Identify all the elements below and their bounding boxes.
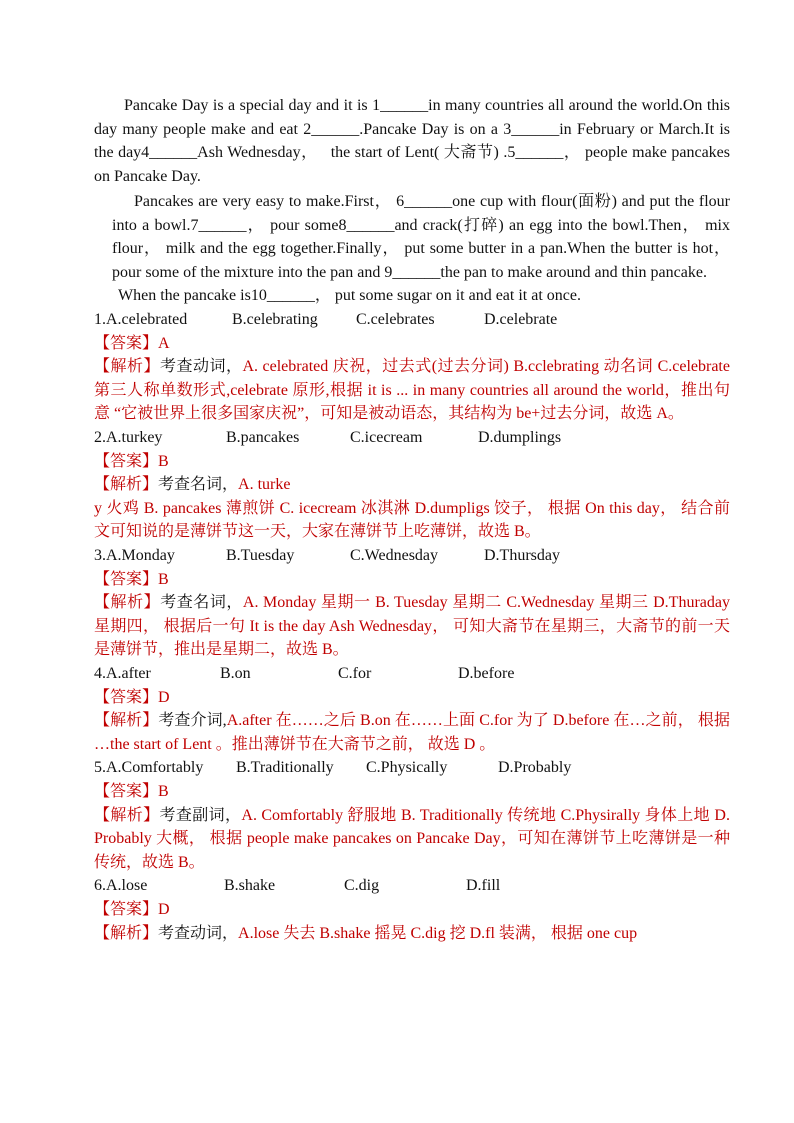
- option-d: D.dumplings: [478, 428, 562, 446]
- answer-label: 【答案】: [94, 570, 159, 588]
- analysis-4: [94, 709, 730, 756]
- question-2-options: [94, 426, 730, 450]
- option-b: B.on: [220, 664, 251, 682]
- option-b: B.shake: [224, 877, 276, 894]
- answer-label: 【答案】: [94, 688, 159, 706]
- option-c: C.icecream: [350, 428, 423, 446]
- analysis-3: [94, 591, 730, 662]
- option-d: D.Probably: [498, 759, 572, 776]
- analysis-text-start: A. turke: [238, 476, 291, 493]
- answer-label: 【答案】: [94, 452, 159, 470]
- answer-line-3: [94, 568, 730, 592]
- question-6-options: [94, 874, 730, 898]
- answer-line-5: [94, 780, 730, 804]
- option-c: C.Physically: [366, 759, 448, 776]
- option-c: C.celebrates: [356, 310, 435, 328]
- answer-line-4: [94, 686, 730, 710]
- document-page: [94, 94, 730, 945]
- analysis-text: A. celebrated 庆祝，过去式(过去分词) B.cclebrating 动名词 C.celebrate 第三人称单数形式,celebrate 原形,根据 it is ... in many countries all around the world，推出句意 “它被世界上很多国家庆祝”，可知是被动语态，其结构为 be+过去分词，故选 A。: [94, 358, 730, 422]
- passage-paragraph-2: Pancakes are very easy to make.First， 6______one cup with flour(面粉) and put the flour into a bowl.7______， pour some8______and crack(打碎) an egg into the bowl.Then， mix flour， milk and the egg together.Finally， put some butter in a pan.When the butter is hot， pour some of the mixture into the pan and 9______the pan to make around and thin pancake.: [112, 193, 730, 281]
- analysis-6: [94, 922, 730, 946]
- answer-value: D: [158, 901, 170, 918]
- passage-paragraph-1: Pancake Day is a special day and it is 1______in many countries all around the world.On this day many people make and eat 2______.Pancake Day is on a 3______in February or March.It is the day4______Ash Wednesday， the start of Lent( 大斋节) .5______， people make pancakes on Pancake Day.: [94, 97, 730, 185]
- answer-value: B: [158, 570, 169, 588]
- option-a: 4.A.after: [94, 664, 151, 682]
- answer-value: B: [158, 783, 169, 800]
- analysis-intro: 考查动词，: [159, 358, 243, 375]
- analysis-text: A. Comfortably 舒服地 B. Traditionally 传统地 C.Physirally 身体上地 D. Probably 大概， 根据 people make pancakes on Pancake Day，可知在薄饼节上吃薄饼是一种传统，故选 B。: [94, 806, 730, 871]
- option-d: D.fill: [466, 877, 501, 894]
- analysis-2: y 火鸡 B. pancakes 薄煎饼 C. icecream 冰淇淋 D.dumpligs 饺子， 根据 On this day， 结合前文可知说的是薄饼节这一天，大家在薄饼节上吃薄饼，故选 B。: [94, 499, 730, 540]
- analysis-text: A.lose 失去 B.shake 摇晃 C.dig 挖 D.fl 装满， 根据 one cup: [238, 924, 638, 942]
- option-d: D.before: [458, 664, 515, 682]
- option-b: B.Tuesday: [226, 546, 295, 564]
- analysis-label: 【解析】: [94, 924, 159, 942]
- analysis-label: 【解析】: [94, 806, 160, 824]
- analysis-intro: 考查副词，: [159, 806, 242, 824]
- answer-line-2: [94, 450, 730, 474]
- analysis-label: 【解析】: [94, 358, 160, 375]
- analysis-2-head: [94, 473, 730, 497]
- answer-line-6: [94, 898, 730, 922]
- passage-paragraph-3: When the pancake is10______， put some sugar on it and eat it at once.: [118, 287, 581, 304]
- option-c: C.Wednesday: [350, 546, 439, 564]
- option-d: D.celebrate: [484, 310, 558, 328]
- option-a: 3.A.Monday: [94, 546, 175, 564]
- answer-value: B: [158, 452, 169, 470]
- analysis-intro: 考查名词，: [160, 594, 243, 611]
- analysis-intro: 考查动词，: [158, 924, 239, 942]
- answer-label: 【答案】: [94, 901, 159, 918]
- option-a: 2.A.turkey: [94, 428, 163, 446]
- answer-value: D: [158, 688, 170, 706]
- option-d: D.Thursday: [484, 546, 560, 564]
- question-5-options: [94, 756, 730, 780]
- analysis-intro: 考查名词，: [158, 476, 239, 493]
- option-b: B.Traditionally: [236, 759, 334, 776]
- answer-label: 【答案】: [94, 783, 159, 800]
- analysis-intro: 考查介词,: [158, 712, 227, 729]
- analysis-1: [94, 355, 730, 426]
- analysis-5: [94, 804, 730, 875]
- option-a: 1.A.celebrated: [94, 310, 188, 328]
- answer-line-1: [94, 332, 730, 356]
- analysis-label: 【解析】: [94, 476, 159, 493]
- option-c: C.dig: [344, 877, 380, 894]
- option-a: 5.A.Comfortably: [94, 759, 204, 776]
- question-3-options: [94, 544, 730, 568]
- question-4-options: [94, 662, 730, 686]
- analysis-text: A. Monday 星期一 B. Tuesday 星期二 C.Wednesday 星期三 D.Thuraday 星期四， 根据后一句 It is the day Ash Wednesday， 可知大斋节在星期三，大斋节的前一天是薄饼节，推出是星期二，故选 B。: [94, 594, 730, 658]
- option-a: 6.A.lose: [94, 877, 148, 894]
- option-c: C.for: [338, 664, 372, 682]
- question-1-options: [94, 308, 730, 332]
- answer-value: A: [158, 334, 170, 352]
- answer-label: 【答案】: [94, 334, 159, 352]
- option-b: B.celebrating: [232, 310, 318, 328]
- analysis-text: A.after 在……之后 B.on 在……上面 C.for 为了 D.before 在…之前， 根据 …the start of Lent 。推出薄饼节在大斋节之前， 故选 D 。: [94, 712, 730, 753]
- option-b: B.pancakes: [226, 428, 300, 446]
- analysis-label: 【解析】: [94, 712, 159, 729]
- analysis-label: 【解析】: [94, 594, 161, 611]
